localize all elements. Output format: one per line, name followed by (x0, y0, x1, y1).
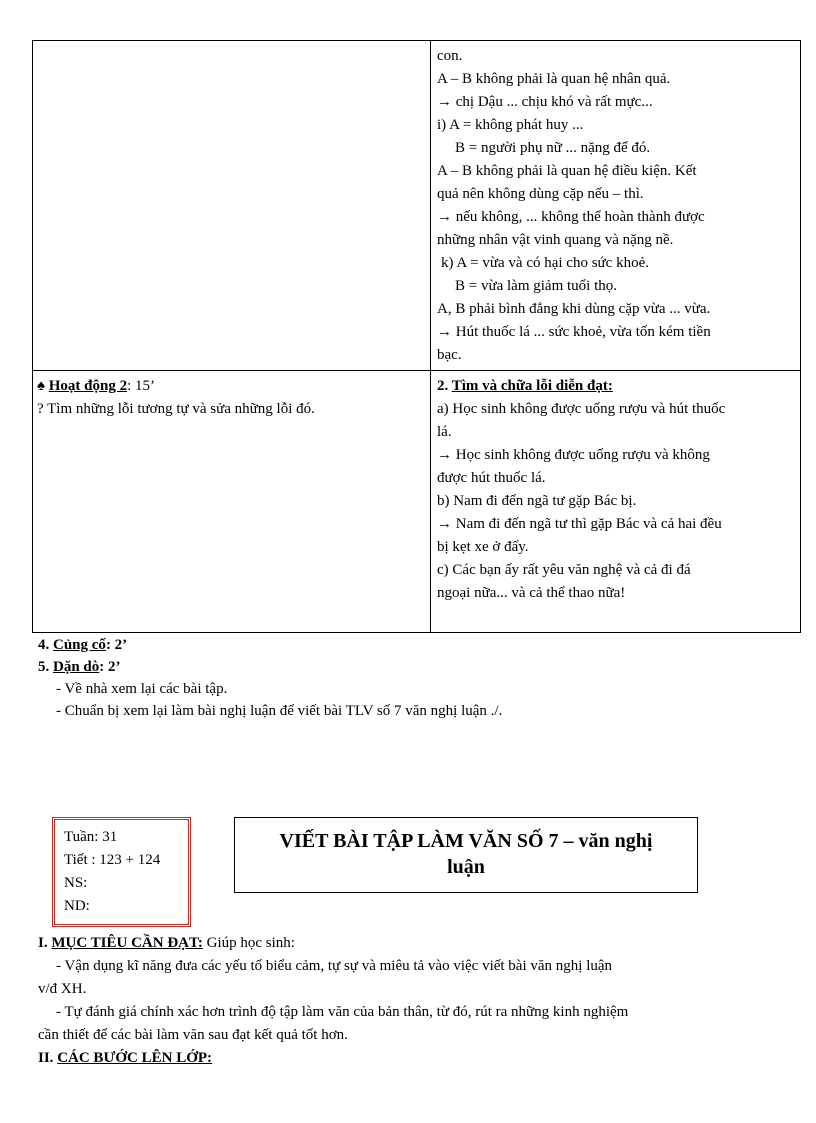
text-line: quả nên không dùng cặp nếu – thì. (437, 186, 644, 202)
text-line: i) A = không phát huy ... (437, 117, 584, 133)
homework-item: - Chuẩn bị xem lại làm bài nghị luận để viết bài TLV số 7 văn nghị luận ./. (56, 703, 503, 719)
lesson-title (234, 817, 698, 893)
table-row (33, 371, 800, 632)
objectives-number: I. (38, 935, 52, 951)
period-label: Tiết : 123 + 124 (64, 852, 161, 868)
text-line: B = người phụ nữ ... nặng để đó. (455, 140, 651, 156)
objective-item-cont: cần thiết để các bài làm văn sau đạt kết quả tốt hơn. (38, 1027, 348, 1043)
homework-heading (38, 656, 502, 678)
section-heading (437, 375, 794, 398)
table-cell-left (33, 41, 431, 370)
table-row (33, 41, 800, 371)
text-line: → Hút thuốc lá ... sức khoẻ, vừa tốn kém tiền (437, 324, 711, 340)
homework-time: : 2’ (99, 659, 121, 675)
steps-heading (38, 1047, 778, 1070)
text-line: những nhân vật vinh quang và nặng nề. (437, 232, 674, 248)
lesson-title-line: luận (447, 856, 485, 878)
ns-label: NS: (64, 875, 88, 891)
text-line: con. (437, 48, 463, 64)
homework-number: 5. (38, 659, 50, 675)
table-cell-left (33, 371, 431, 632)
consolidation-number: 4. (38, 637, 50, 653)
text-line: → Nam đi đến ngã tư thì gặp Bác và cả hai đều (437, 516, 722, 532)
steps-number: II. (38, 1050, 58, 1066)
objectives-section (38, 932, 778, 1070)
objectives-intro: Giúp học sinh: (202, 935, 295, 951)
objectives-title: MỤC TIÊU CẦN ĐẠT: (51, 935, 203, 951)
consolidation-time: : 2’ (105, 637, 128, 653)
section-title: Tìm và chữa lỗi diễn đạt: (451, 378, 613, 394)
nd-label: ND: (64, 898, 90, 914)
text-line: → nếu không, ... không thể hoàn thành được (437, 209, 705, 225)
text-line: bị kẹt xe ở đấy. (437, 539, 529, 555)
text-line: A – B không phải là quan hệ điều kiện. Kết (437, 163, 697, 179)
lesson-info-box (52, 817, 191, 927)
text-line: ngoại nữa... và cả thể thao nữa! (437, 585, 626, 601)
activity-time: : 15’ (127, 378, 155, 394)
table-cell-right (431, 371, 800, 632)
text-line: c) Các bạn ấy rất yêu văn nghệ và cả đi đá (437, 562, 691, 578)
activity-question: ? Tìm những lỗi tương tự và sửa những lỗi đó. (37, 401, 315, 417)
closing-sections (38, 634, 502, 722)
consolidation-title: Củng cố (53, 637, 106, 653)
text-line: k) A = vừa và có hại cho sức khoẻ. (441, 255, 650, 271)
objective-item: - Vận dụng kĩ năng đưa các yếu tố biểu cảm, tự sự và miêu tả vào việc viết bài văn nghị luận (56, 958, 613, 974)
steps-title: CÁC BƯỚC LÊN LỚP: (57, 1050, 213, 1066)
section-number: 2. (437, 378, 449, 394)
text-line: B = vừa làm giảm tuổi thọ. (455, 278, 617, 294)
text-line: → chị Dậu ... chịu khó và rất mực... (437, 94, 653, 110)
text-line: A – B không phải là quan hệ nhân quả. (437, 71, 671, 87)
consolidation-heading (38, 634, 502, 656)
text-line: → Học sinh không được uống rượu và không (437, 447, 710, 463)
objectives-heading (38, 932, 778, 955)
table-cell-right (431, 41, 800, 370)
spade-icon: ♠ (37, 378, 45, 394)
objective-item: - Tự đánh giá chính xác hơn trình độ tập làm văn của bản thân, từ đó, rút ra những kinh nghiệm (56, 1004, 629, 1020)
activity-title: Hoạt động 2 (48, 378, 128, 394)
text-line: A, B phải bình đẳng khi dùng cặp vừa ... vừa. (437, 301, 711, 317)
homework-title: Dặn dò (53, 659, 100, 675)
activity-heading (37, 375, 424, 398)
text-line: được hút thuốc lá. (437, 470, 546, 486)
lesson-table (32, 40, 801, 633)
text-line: b) Nam đi đến ngã tư gặp Bác bị. (437, 493, 637, 509)
text-line: lá. (437, 424, 452, 440)
homework-item: - Về nhà xem lại các bài tập. (56, 681, 228, 697)
week-label: Tuần: 31 (64, 829, 118, 845)
text-line: bạc. (437, 347, 462, 363)
lesson-title-line: VIẾT BÀI TẬP LÀM VĂN SỐ 7 – văn nghị (279, 830, 653, 852)
text-line: a) Học sinh không được uống rượu và hút thuốc (437, 401, 726, 417)
objective-item-cont: v/đ XH. (38, 981, 87, 997)
